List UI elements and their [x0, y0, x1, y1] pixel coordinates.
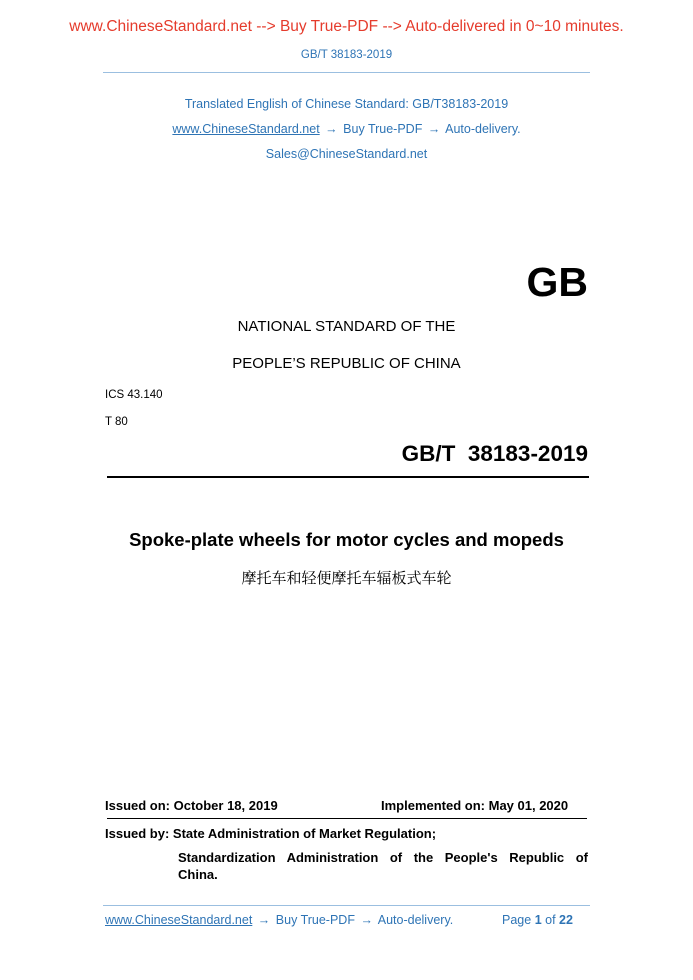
arrow-icon: →	[360, 913, 373, 927]
footer-buy-text: Buy True-PDF	[275, 913, 355, 927]
issuing-organization-cont: China.	[178, 867, 218, 882]
standard-number: GB/T 38183-2019	[401, 441, 588, 466]
buy-pdf-text: Buy True-PDF	[343, 122, 423, 136]
site-link[interactable]: www.ChineseStandard.net	[172, 122, 320, 136]
gb-mark: GB	[526, 259, 588, 305]
classification-code: T 80	[105, 416, 128, 428]
footer-delivery-text: Auto-delivery.	[377, 913, 454, 927]
header-standard-code: GB/T 38183-2019	[300, 49, 393, 61]
top-banner[interactable]: www.ChineseStandard.net --> Buy True-PDF --> Auto-delivered in 0~10 minutes.	[69, 18, 624, 35]
issued-on-date: Issued on: October 18, 2019	[105, 798, 278, 813]
title-divider	[107, 476, 589, 478]
footer-divider	[103, 905, 590, 906]
arrow-icon: →	[427, 122, 441, 136]
national-standard-line2: PEOPLE’S REPUBLIC OF CHINA	[232, 355, 461, 372]
issued-by: Issued by: State Administration of Market Regulation;	[105, 826, 437, 841]
document-title-english: Spoke-plate wheels for motor cycles and mopeds	[129, 529, 564, 550]
intro-links	[0, 122, 693, 136]
issuing-organization: Standardization Administration of the People's Republic of	[178, 850, 588, 865]
page-label: Page	[502, 913, 532, 927]
page-current: 1	[534, 913, 542, 927]
page-total: 22	[559, 913, 573, 927]
ics-code: ICS 43.140	[105, 389, 163, 401]
page-of: of	[545, 913, 556, 927]
header-divider	[103, 72, 590, 73]
document-title-chinese: 摩托车和轻便摩托车辐板式车轮	[241, 569, 452, 587]
arrow-icon: →	[325, 122, 338, 136]
translation-note: Translated English of Chinese Standard: GB/T38183-2019	[184, 97, 509, 111]
footer-site-link[interactable]: www.ChineseStandard.net	[105, 913, 253, 927]
auto-delivery-text: Auto-delivery.	[445, 122, 521, 136]
sales-email[interactable]: Sales@ChineseStandard.net	[265, 147, 428, 161]
footer-links	[105, 913, 453, 927]
arrow-icon: →	[257, 913, 271, 927]
issue-divider	[107, 818, 587, 819]
page-indicator	[502, 913, 573, 927]
implemented-on-date: Implemented on: May 01, 2020	[381, 798, 569, 813]
national-standard-line1: NATIONAL STANDARD OF THE	[237, 318, 456, 335]
